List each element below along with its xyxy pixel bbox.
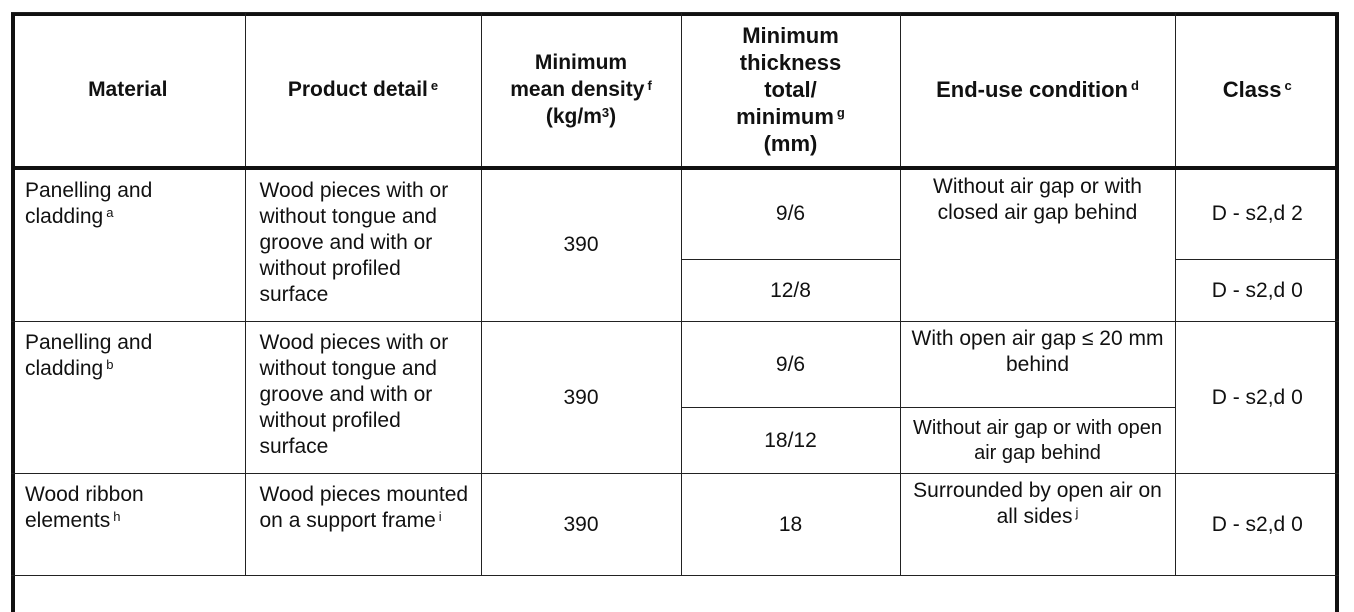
row2-end-use-a: With open air gap ≤ 20 mm behind	[900, 322, 1175, 408]
header-class: Class $^c$	[1175, 13, 1339, 168]
row1-thickness-b: 12/8	[681, 260, 900, 322]
header-material: Material	[11, 13, 245, 168]
row3-material: Wood ribbon elements $^h$	[11, 474, 245, 576]
row1-end-use: Without air gap or with closed air gap behind	[900, 168, 1175, 322]
header-row	[11, 13, 1339, 168]
row1-product: Wood pieces with or without tongue and groove and with or without profiled surface	[245, 168, 481, 322]
row2-material: Panelling and cladding $^b$	[11, 322, 245, 474]
row2-class: D - s2,d 0	[1175, 322, 1339, 474]
row3-product: Wood pieces mounted on a support frame $^i$	[245, 474, 481, 576]
row2-density: 390	[481, 322, 681, 474]
header-end-use: End-use condition $^d$	[900, 13, 1175, 168]
table-row	[11, 474, 1339, 576]
row2-product: Wood pieces with or without tongue and groove and with or without profiled surface	[245, 322, 481, 474]
header-thickness: Minimum thickness total/ minimum $^g$ (mm)	[681, 13, 900, 168]
header-density: Minimum mean density $^f$ $(kg/m^3)$	[481, 13, 681, 168]
row3-end-use: Surrounded by open air on all sides $^j$	[900, 474, 1175, 576]
header-product-detail: Product detail $^e$	[245, 13, 481, 168]
row1-thickness-a: 9/6	[681, 168, 900, 260]
row1-material: Panelling and cladding $^a$	[11, 168, 245, 322]
table-row	[11, 168, 1339, 260]
row1-class-a: D - s2,d 2	[1175, 168, 1339, 260]
row2-end-use-b: Without air gap or with open air gap behind	[900, 408, 1175, 474]
row2-thickness-a: 9/6	[681, 322, 900, 408]
row1-density: 390	[481, 168, 681, 322]
row3-thickness: 18	[681, 474, 900, 576]
row3-class: D - s2,d 0	[1175, 474, 1339, 576]
row1-class-b: D - s2,d 0	[1175, 260, 1339, 322]
row3-density: 390	[481, 474, 681, 576]
table-row	[11, 322, 1339, 408]
classification-table	[11, 12, 1339, 576]
row2-thickness-b: 18/12	[681, 408, 900, 474]
